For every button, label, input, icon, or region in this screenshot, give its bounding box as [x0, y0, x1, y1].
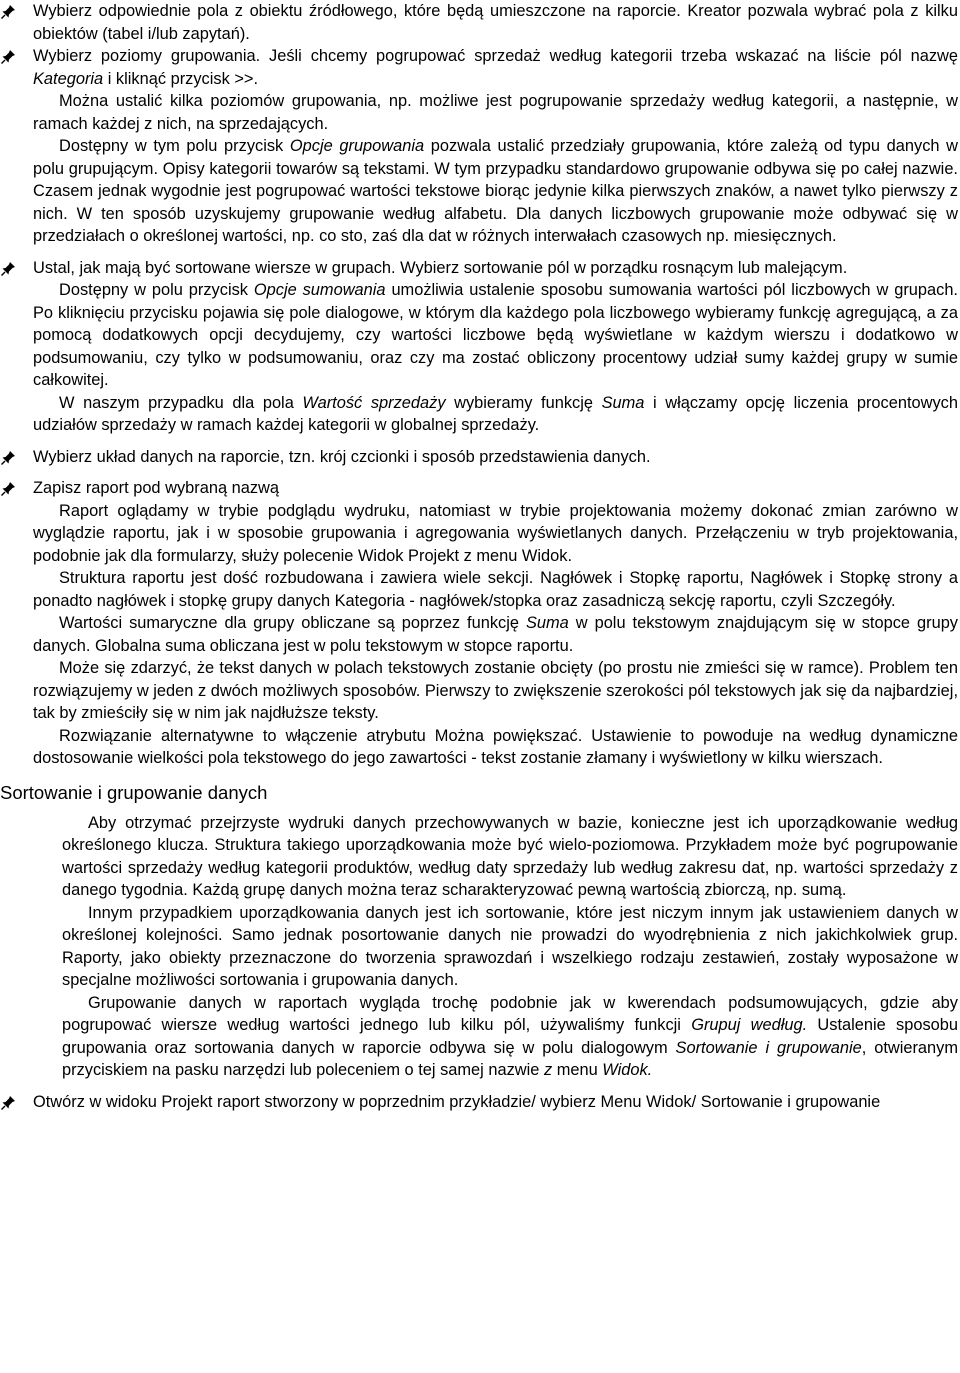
paragraph: Aby otrzymać przejrzyste wydruki danych przechowywanych w bazie, konieczne jest ich uporządkowanie według określonego klucza. Struktura takiego uporządkowania może być wielo-poziomowa. Przykładem może być pogrupowanie wartości sprzedaży według kategorii produktów, według daty sprzedaży lub według zakresu dat, np. wartości sprzedaży z danego tygodnia. Każdą grupę danych można teraz scharakteryzować pewną wartością zbiorczą, np. sumą. — [62, 813, 958, 899]
paragraph: Dostępny w tym polu przycisk Opcje grupowania pozwala ustalić przedziały grupowania, które zależą od typu danych w polu grupującym. Opisy kategorii towarów są tekstami. W tym przypadku standardowo grupowanie odbywa się po całej nazwie. Czasem jednak wygodnie jest pogrupować wartości tekstowe biorąc jedynie kilka pierwszych znaków, a nawet tylko pierwszy z nich. W ten sposób uzyskujemy grupowanie według alfabetu. Dla danych liczbowych grupowanie może odbywać się w przedziałach o określonej wartości, np. co sto, zaś dla dat w różnych interwałach czasowych np. miesięcznych. — [33, 137, 958, 245]
bullet-item-layout — [0, 446, 960, 469]
paragraph: W naszym przypadku dla pola Wartość sprzedaży wybieramy funkcję Suma i włączamy opcję liczenia procentowych udziałów sprzedaży w ramach każdej kategorii w globalnej sprzedaży. — [33, 393, 958, 434]
pin-bullet-icon — [1, 262, 15, 276]
paragraph: Struktura raportu jest dość rozbudowana i zawiera wiele sekcji. Nagłówek i Stopkę raportu, Nagłówek i Stopkę strony a ponadto nagłówek i stopkę grupy danych Kategoria - nagłówek/stopka oraz zasadniczą sekcję raportu, czyli Szczegóły. — [33, 569, 958, 610]
bullet-item-sorting — [0, 257, 960, 437]
bullet-item-grouping-levels — [0, 45, 960, 248]
bullet-item-save-report — [0, 477, 960, 770]
bullet-text: Wybierz układ danych na raporcie, tzn. krój czcionki i sposób przedstawienia danych. — [33, 447, 651, 466]
paragraph: Można ustalić kilka poziomów grupowania, np. możliwe jest pogrupowanie sprzedaży według kategorii, a następnie, w ramach każdej z nich, na sprzedających. — [33, 92, 958, 133]
bullet-text: Otwórz w widoku Projekt raport stworzony w poprzednim przykładzie/ wybierz Menu Widok/ Sortowanie i grupowanie — [33, 1092, 881, 1111]
paragraph: Wartości sumaryczne dla grupy obliczane są poprzez funkcję Suma w polu tekstowym znajdującym się w stopce grupy danych. Globalna suma obliczana jest w polu tekstowym w stopce raportu. — [33, 614, 959, 655]
pin-bullet-icon — [1, 50, 15, 64]
bullet-item-select-fields — [0, 0, 960, 45]
bullet-text: Wybierz odpowiednie pola z obiektu źródłowego, które będą umieszczone na raporcie. Kreator pozwala wybrać pola z kilku obiektów (tabel i/lub zapytań). — [33, 2, 958, 43]
pin-bullet-icon — [1, 451, 15, 465]
paragraph: Innym przypadkiem uporządkowania danych jest ich sortowanie, które jest niczym innym jak ustawieniem danych w określonej kolejności. Samo jednak posortowanie danych nie prowadzi do wyodrębnienia z nich jakichkolwiek grup. Raporty, jako obiekty przeznaczone do tworzenia sprawozdań i wszelkiego rodzaju zestawień, zostały wyposażone w specjalne możliwości sortowania i grupowania danych. — [62, 903, 958, 989]
paragraph: Dostępny w polu przycisk Opcje sumowania umożliwia ustalenie sposobu sumowania wartości pól liczbowych w grupach. Po kliknięciu przycisku pojawia się pole dialogowe, w którym dla każdego pola liczbowego wybieramy funkcję agregującą, a za pomocą dodatkowych opcji decydujemy, czy wartości liczbowe będą wyświetlane w każdym wierszu i dodatkowo w podsumowaniu, czy tylko w podsumowaniu, oraz czy ma zostać obliczony procentowy udział sumy każdej grupy w sumie całkowitej. — [33, 281, 958, 389]
pin-bullet-icon — [1, 482, 15, 496]
section-heading: Sortowanie i grupowanie danych — [0, 781, 268, 803]
bullet-text: Ustal, jak mają być sortowane wiersze w grupach. Wybierz sortowanie pól w porządku rosnącym lub malejącym. — [33, 258, 848, 277]
paragraph: Grupowanie danych w raportach wygląda trochę podobnie jak w kwerendach podsumowujących, gdzie aby pogrupować wiersze według wartości jednego lub kilku pól, używaliśmy funkcji Grupuj według. Ustalenie sposobu grupowania oraz sortowania danych w raporcie odbywa się w polu dialogowym Sortowanie i grupowanie, otwieranym przyciskiem na pasku narzędzi lub poleceniem o tej samej nazwie z menu Widok. — [62, 993, 959, 1079]
pin-bullet-icon — [1, 1096, 15, 1110]
paragraph: Raport oglądamy w trybie podglądu wydruku, natomiast w trybie projektowania możemy dokonać zmian zarówno w wyglądzie raportu, jak i w sposobie grupowania i agregowania wyświetlanych danych. Przełączeniu w tryb projektowania, podobnie jak dla formularzy, służy polecenie Widok Projekt z menu Widok. — [33, 501, 958, 565]
bullet-text: Zapisz raport pod wybraną nazwą — [33, 479, 279, 497]
bullet-item-open-design-view — [0, 1091, 960, 1114]
paragraph: Może się zdarzyć, że tekst danych w polach tekstowych zostanie obcięty (po prostu nie zmieści się w ramce). Problem ten rozwiązujemy w jeden z dwóch możliwych sposobów. Pierwszy to zwiększenie szerokości pól tekstowych jak się da najbardziej, tak by zmieściły się w nim jak najdłuższe teksty. — [33, 659, 958, 722]
pin-bullet-icon — [1, 5, 15, 19]
paragraph: Rozwiązanie alternatywne to włączenie atrybutu Można powiększać. Ustawienie to powoduje na według dynamiczne dostosowanie wielkości pola tekstowego do jego zawartości - tekst zostanie złamany i wyświetlony w kilku wierszach. — [33, 726, 958, 767]
bullet-text: Wybierz poziomy grupowania. Jeśli chcemy pogrupować sprzedaż według kategorii trzeba wskazać na liście pól nazwę Kategoria i kliknąć przycisk >>. — [33, 47, 958, 88]
section-body — [0, 812, 960, 1082]
